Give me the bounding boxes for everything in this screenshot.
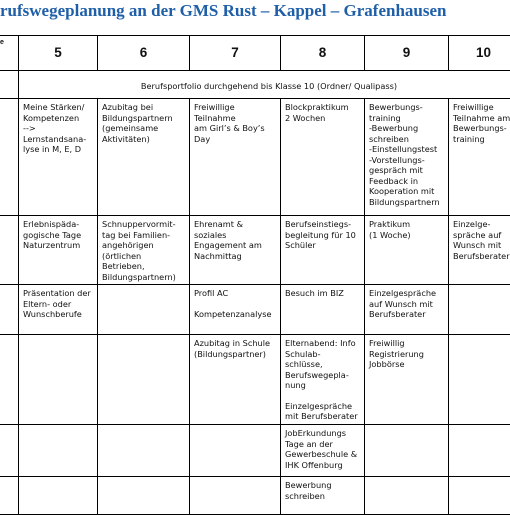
table-cell [365,216,449,285]
career-plan-table [0,35,510,515]
table-cell [449,425,510,477]
grade-9-header: 9 [365,36,449,71]
table-cell [449,216,510,285]
header-first-col: e [0,36,19,71]
cell-text: Praktikum (1 Woche) [369,219,445,240]
table-cell [449,285,510,335]
table-cell [98,216,190,285]
page-title: rufswegeplanung an der GMS Rust – Kappel – Grafenhausen [0,1,446,21]
table-cell [365,335,449,425]
table-cell [190,425,281,477]
table-cell [281,425,365,477]
table-cell [98,335,190,425]
table-cell [19,285,98,335]
cell-text: Schnuppervormit- tag bei Familien- angehörigen (örtlichen Betrieben, Bildungspartnern) [102,219,186,282]
cell-text: Einzelge- spräche auf Wunsch mit Berufsberater [453,219,510,261]
cell-text: Kompetenzanalyse [194,309,277,320]
cell-text: Bewerbungs- training -Bewerbung schreiben -Einstellungstest -Vorstellungs- gespräch mit Feedback in Kooperation mit Bildungspartnern [369,102,445,207]
table-cell [365,425,449,477]
cell-text: Blockpraktikum 2 Wochen [285,102,361,123]
grade-header-row [0,36,510,71]
table-cell [98,99,190,216]
grade-10-header: 10 [449,36,510,71]
table-cell [98,425,190,477]
row-label-cell [0,477,19,515]
row-label-cell [0,71,19,99]
row-label-cell [0,285,19,335]
grade-8-header: 8 [281,36,365,71]
table-row [0,335,510,425]
table-row [0,477,510,515]
table-cell [365,285,449,335]
table-cell [365,477,449,515]
table-cell [19,99,98,216]
cell-text: Präsentation der Eltern- oder Wunschberufe [23,288,94,320]
table-cell [98,477,190,515]
table-row [0,425,510,477]
row-label-cell [0,335,19,425]
table-cell [449,335,510,425]
table-cell [365,99,449,216]
table-cell [190,285,281,335]
cell-text: Azubitag in Schule (Bildungspartner) [194,338,277,359]
table-cell [281,99,365,216]
cell-text: Freiwillig Registrierung Jobbörse [369,338,445,370]
table-cell [190,335,281,425]
table-row [0,216,510,285]
table-cell [19,477,98,515]
grade-7-header: 7 [190,36,281,71]
table-cell [19,335,98,425]
cell-text: Profil AC [194,288,277,299]
cell-text: Meine Stärken/ Kompetenzen --> Lernstandsana- lyse in M, E, D [23,102,94,155]
cell-text: Bewerbung schreiben [285,480,361,501]
row-label-cell [0,425,19,477]
grade-6-header: 6 [98,36,190,71]
portfolio-banner: Berufsportfolio durchgehend bis Klasse 10 (Ordner/ Qualipass) [19,71,510,99]
row-label-cell [0,216,19,285]
cell-text: Besuch im BIZ [285,288,361,299]
table-cell [449,99,510,216]
row-label-cell [0,99,19,216]
cell-text: Einzelgespräche auf Wunsch mit Berufsberater [369,288,445,320]
portfolio-row [0,71,510,99]
table-cell [190,216,281,285]
cell-text: Berufseinstiegs- begleitung für 10 Schüler [285,219,361,251]
cell-text: Freiwillige Teilnahme am Girl’s & Boy’s Day [194,102,277,144]
cell-text: Einzelgespräche mit Berufsberater [285,401,361,422]
cell-text: Freiwillige Teilnahme am Bewerbungs- training [453,102,510,144]
table-cell [281,335,365,425]
table-row [0,99,510,216]
cell-text: Elternabend: Info Schulab- schlüsse, Berufswegepla- nung [285,338,361,391]
table-cell [190,477,281,515]
cell-text: Erlebnispäda- gogische Tage Naturzentrum [23,219,94,251]
cell-text: Azubitag bei Bildungspartnern (gemeinsame Aktivitäten) [102,102,186,144]
table-cell [19,425,98,477]
table-row [0,285,510,335]
table-cell [281,285,365,335]
table-cell [281,216,365,285]
table-cell [449,477,510,515]
cell-text: JobErkundungs Tage an der Gewerbeschule & IHK Offenburg [285,428,361,470]
table-cell [98,285,190,335]
table-cell [281,477,365,515]
cell-text: Ehrenamt & soziales Engagement am Nachmittag [194,219,277,261]
table-cell [19,216,98,285]
table-cell [190,99,281,216]
grade-5-header: 5 [19,36,98,71]
